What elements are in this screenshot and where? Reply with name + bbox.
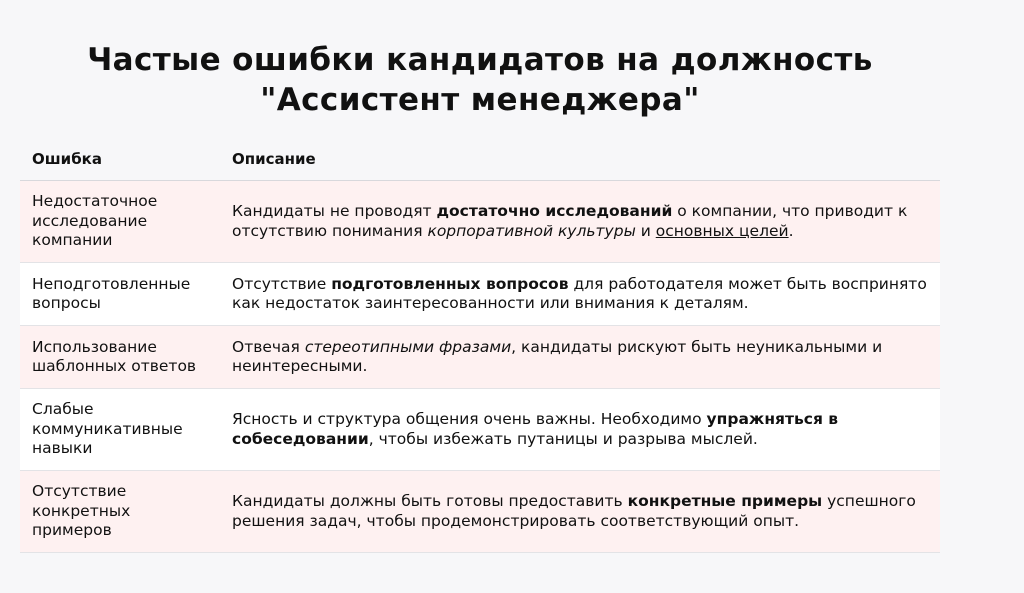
mistake-cell: Недостаточное исследование компании bbox=[20, 181, 220, 263]
table-row bbox=[20, 263, 940, 326]
table-row bbox=[20, 389, 940, 471]
description-text: Кандидаты не проводят bbox=[232, 202, 437, 220]
description-text: , кандидаты рискуют быть неуникальными и неинтересными. bbox=[232, 337, 883, 375]
page-title-line-1: Частые ошибки кандидатов на должность bbox=[87, 42, 873, 78]
table-body bbox=[20, 181, 940, 553]
table-row bbox=[20, 471, 940, 553]
page-title bbox=[0, 40, 960, 120]
description-bold: подготовленных вопросов bbox=[331, 274, 569, 293]
description-text: успешного решения задач, чтобы продемонстрировать соответствующий опыт. bbox=[232, 492, 916, 530]
page-title-line-2: "Ассистент менеджера" bbox=[260, 82, 700, 118]
description-bold: конкретные примеры bbox=[627, 492, 823, 510]
description-text: Отсутствие bbox=[232, 274, 332, 293]
description-text: и bbox=[635, 221, 656, 240]
description-text: для работодателя может быть воспринято как недостаток заинтересованности или внимания к деталям. bbox=[232, 274, 927, 312]
description-text: . bbox=[788, 221, 794, 240]
table-header bbox=[20, 137, 940, 181]
mistakes-table bbox=[20, 137, 940, 553]
description-text: Кандидаты должны быть готовы предоставить bbox=[232, 492, 628, 510]
description-cell bbox=[220, 326, 940, 389]
mistake-cell: Отсутствие конкретных примеров bbox=[20, 471, 220, 553]
table-row bbox=[20, 326, 940, 389]
mistake-cell: Слабые коммуникативные навыки bbox=[20, 389, 220, 471]
description-text: Ясность и структура общения очень важны. Необходимо bbox=[232, 410, 707, 428]
mistake-cell: Использование шаблонных ответов bbox=[20, 326, 220, 389]
description-underline: основных целей bbox=[655, 221, 789, 240]
header-mistake: Ошибка bbox=[20, 137, 220, 181]
description-cell bbox=[220, 389, 940, 471]
description-cell bbox=[220, 471, 940, 553]
mistake-cell: Неподготовленные вопросы bbox=[20, 263, 220, 326]
description-text: , чтобы избежать путаницы и разрыва мыслей. bbox=[368, 429, 758, 448]
description-text: о компании, что приводит к отсутствию понимания bbox=[232, 202, 908, 240]
description-cell bbox=[220, 263, 940, 326]
header-description: Описание bbox=[220, 137, 940, 181]
description-bold: достаточно исследований bbox=[436, 202, 673, 220]
description-cell bbox=[220, 181, 940, 263]
description-bold: упражняться в собеседовании bbox=[232, 410, 839, 448]
description-text: Отвечая bbox=[232, 337, 305, 356]
mistakes-table-container bbox=[20, 137, 940, 553]
table-header-row bbox=[20, 137, 940, 181]
description-italic: корпоративной культуры bbox=[427, 221, 636, 240]
description-italic: стереотипными фразами bbox=[304, 337, 512, 356]
table-row bbox=[20, 181, 940, 263]
